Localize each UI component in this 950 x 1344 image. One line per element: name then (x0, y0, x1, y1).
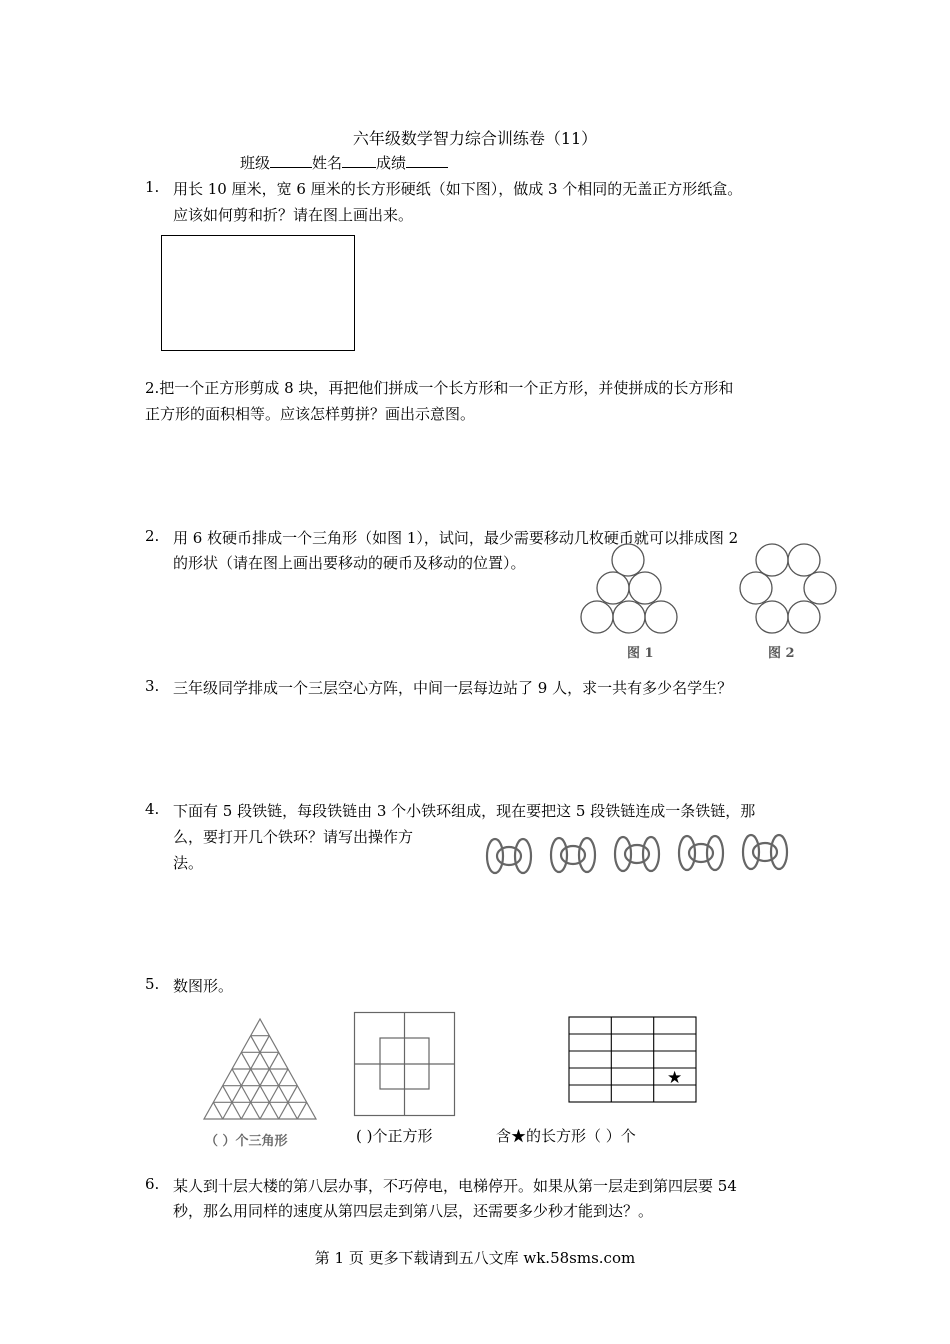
page-title: 六年级数学智力综合训练卷（11） (352, 129, 598, 148)
coin (756, 544, 788, 576)
question-6-line-2: 秒，那么用同样的速度从第四层走到第八层，还需要多少秒才能到达？。 (173, 1202, 654, 1220)
page-footer: 第 1 页 更多下载请到五八文库 wk.58sms.com (314, 1249, 636, 1267)
chain-segments (484, 832, 794, 878)
rectangle-count-caption: 含★的长方形（ ）个 (496, 1127, 636, 1145)
coin (597, 572, 629, 604)
coin (645, 601, 677, 633)
question-1-line-1: 用长 10 厘米，宽 6 厘米的长方形硬纸（如下图），做成 3 个相同的无盖正方形纸盒。 (173, 180, 743, 198)
question-6-line-1: 某人到十层大楼的第八层办事，不巧停电，电梯停开。如果从第一层走到第四层要 54 (173, 1177, 737, 1195)
chain-segment-1 (487, 839, 531, 873)
coin-triangle-figure-1 (581, 544, 677, 633)
question-2b-line-1: 用 6 枚硬币排成一个三角形（如图 1），试问，最少需要移动几枚硬币就可以排成图 2 (173, 529, 739, 547)
coin (612, 544, 644, 576)
square-grid-figure (354, 1012, 456, 1117)
student-info-line (240, 152, 448, 173)
question-4-line-1: 下面有 5 段铁链，每段铁链由 3 个小铁环组成，现在要把这 5 段铁链连成一条铁链，那 (173, 802, 756, 820)
question-1-line-2: 应该如何剪和折？请在图上画出来。 (173, 206, 414, 224)
question-4-line-3: 法。 (173, 854, 204, 872)
coin (756, 601, 788, 633)
square-count-caption: ( )个正方形 (356, 1127, 433, 1145)
score-blank[interactable] (406, 152, 448, 168)
triangle-grid-figure (198, 1015, 328, 1125)
class-label: 班级 (240, 154, 271, 172)
coin (581, 601, 613, 633)
class-blank[interactable] (270, 152, 312, 168)
chain-segment-5 (743, 835, 787, 869)
coin (740, 572, 772, 604)
triangle-count-caption: （ ）个三角形 (205, 1134, 288, 1149)
star-icon: ★ (667, 1068, 683, 1088)
question-3-number: 3. (145, 677, 160, 695)
coin (629, 572, 661, 604)
question-3-line-1: 三年级同学排成一个三层空心方阵，中间一层每边站了 9 人，求一共有多少名学生？ (173, 679, 733, 697)
coin (788, 601, 820, 633)
question-6-number: 6. (145, 1175, 160, 1193)
question-2a-line-1: 2.把一个正方形剪成 8 块，再把他们拼成一个长方形和一个正方形，并使拼成的长方形和 (145, 379, 734, 397)
question-4-line-2: 么，要打开几个铁环？请写出操作方 (173, 828, 414, 846)
question-5-line-1: 数图形。 (173, 977, 234, 995)
rectangle-grid-figure (568, 1016, 698, 1104)
name-blank[interactable] (342, 152, 376, 168)
coin (613, 601, 645, 633)
chain-segment-4 (679, 836, 723, 870)
coin (788, 544, 820, 576)
question-2b-line-2: 的形状（请在图上画出要移动的硬币及移动的位置）。 (173, 554, 526, 572)
chain-segment-3 (615, 837, 659, 871)
question-5-number: 5. (145, 975, 160, 993)
question-2a-line-2: 正方形的面积相等。应该怎样剪拼？画出示意图。 (145, 405, 476, 423)
question-1-number: 1. (145, 178, 160, 196)
figure-2-label: 图 2 (768, 646, 795, 661)
name-label: 姓名 (312, 154, 343, 172)
question-2b-number: 2. (145, 527, 160, 545)
cardboard-rectangle[interactable] (161, 235, 355, 351)
coin-figures (590, 545, 820, 640)
coin-hexagon-figure-2 (740, 544, 836, 633)
question-4-number: 4. (145, 800, 160, 818)
coin (804, 572, 836, 604)
score-label: 成绩 (376, 154, 407, 172)
chain-segment-2 (551, 838, 595, 872)
figure-1-label: 图 1 (627, 646, 654, 661)
